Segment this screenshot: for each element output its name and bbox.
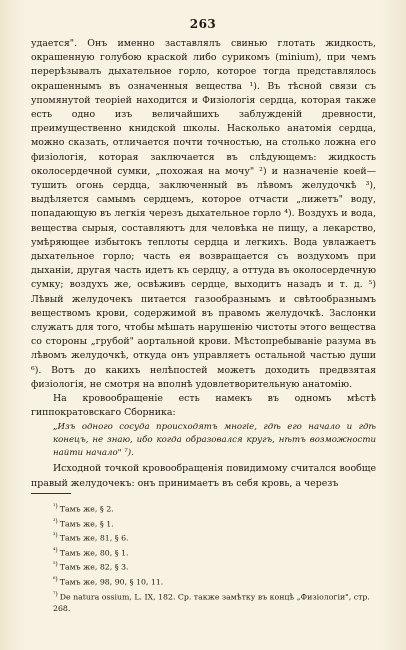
footnote-ref: ²) <box>53 517 58 525</box>
footnote-ref: ⁴) <box>53 546 58 554</box>
footnote-text: Тамъ же, § 2. <box>59 504 114 514</box>
footnote-text: Тамъ же, § 1. <box>59 519 114 529</box>
footnote-text: Тамъ же, 81, § 6. <box>59 533 129 543</box>
footnote-text: Тамъ же, 82, § 3. <box>59 562 129 572</box>
block-quote: „Изъ одного сосуда происходятъ многіе, гдѣ его начало и гдѣ конецъ, не знаю, ибо когда образовался кругъ, нѣтъ возможности найти начало" ⁷). <box>53 422 376 459</box>
paragraph-heart-physiology: удается". Онъ именно заставлялъ свинью глотать жидкость, окрашенную голубою краской либо сурикомъ (minium), при чемъ перерѣзывалъ дыхательное горло, которое тогда представлялось окрашеннымъ въ означенныя вещества ¹). Въ тѣсной связи съ упомянутой теоріей находится и Физіологія сердца, которая также есть одно изъ величайшихъ заблужденій древности, преимущественно книдской школы. Насколько анатомія сердца, можно сказать, отличается почти точностью, на столько ложна его физіологія, которая заключается въ слѣдующемъ: жидкость околосердечной сумки, „похожая на мочу" ²) и назначеніе коей—тушить огонь сердца, заключенный въ лѣвомъ желудочкѣ ³), выдѣляется самымъ сердцемъ, которое отчасти „лижетъ" воду, попадающую въ легкія черезъ дыхательное горло ⁴). Воздухъ и вода, вещества сырыя, составляютъ для человѣка не пищу, а лекарство, умѣряющее избытокъ теплоты сердца и легкихъ. Вода увлажаетъ дыхательное горло; часть ея возвращается съ воздухомъ при дыханіи, другая часть идетъ къ сердцу, а оттуда въ околосердечную сумку; воздухъ же, освѣживъ сердце, выходитъ назадъ и т. д. ⁵) Лѣвый желудочекъ питается газообразнымъ и свѣтообразнымъ веществомъ крови, содержимой въ правомъ желудочкѣ. Заслонки служатъ для того, чтобы мѣшать нарушенію чистоты этого вещества со стороны „грубой" аортальной крови. Мѣстопребываніе разума въ лѣвомъ желудочкѣ, откуда онъ управляетъ остальной частью души ⁶). Вотъ до какихъ нелѣпостей можетъ доходить предвзятая физіологія, не смотря на вполнѣ удовлетворительную анатомію. <box>31 38 376 390</box>
footnote-ref: ¹) <box>53 503 58 510</box>
footnote-ref: ³) <box>53 532 58 540</box>
paragraph-right-ventricle: Исходной точкой кровообращенія повидимому считался вообще правый желудочекъ: онъ принимаетъ въ себя кровь, а черезъ <box>31 463 376 489</box>
main-text <box>31 37 376 491</box>
footnote-text: Тамъ же, 80, § 1. <box>59 548 129 558</box>
footnote <box>31 574 376 589</box>
footnote-ref: ⁵) <box>53 561 58 569</box>
footnote-text: De natura ossium, L. IX, 182. Ср. также замѣтку въ концѣ „Физіологіи", стр. 268. <box>53 592 370 614</box>
footnote <box>31 516 376 531</box>
footnote <box>31 589 376 616</box>
footnote <box>31 559 376 574</box>
paragraph-circulation-intro: На кровообращеніе есть намекъ въ одномъ мѣстѣ гиппократовскаго Сборника: <box>31 393 376 419</box>
footnote-ref: ⁶) <box>53 575 58 583</box>
footnote <box>31 501 376 516</box>
footnote-text: Тамъ же, 98, 90, § 10, 11. <box>59 577 164 587</box>
footnote <box>31 545 376 560</box>
footnotes-list <box>31 501 376 615</box>
footnote-ref: ⁷) <box>53 590 58 598</box>
footnote <box>31 530 376 545</box>
page-number: 263 <box>189 17 217 31</box>
footnote-divider <box>31 493 71 494</box>
